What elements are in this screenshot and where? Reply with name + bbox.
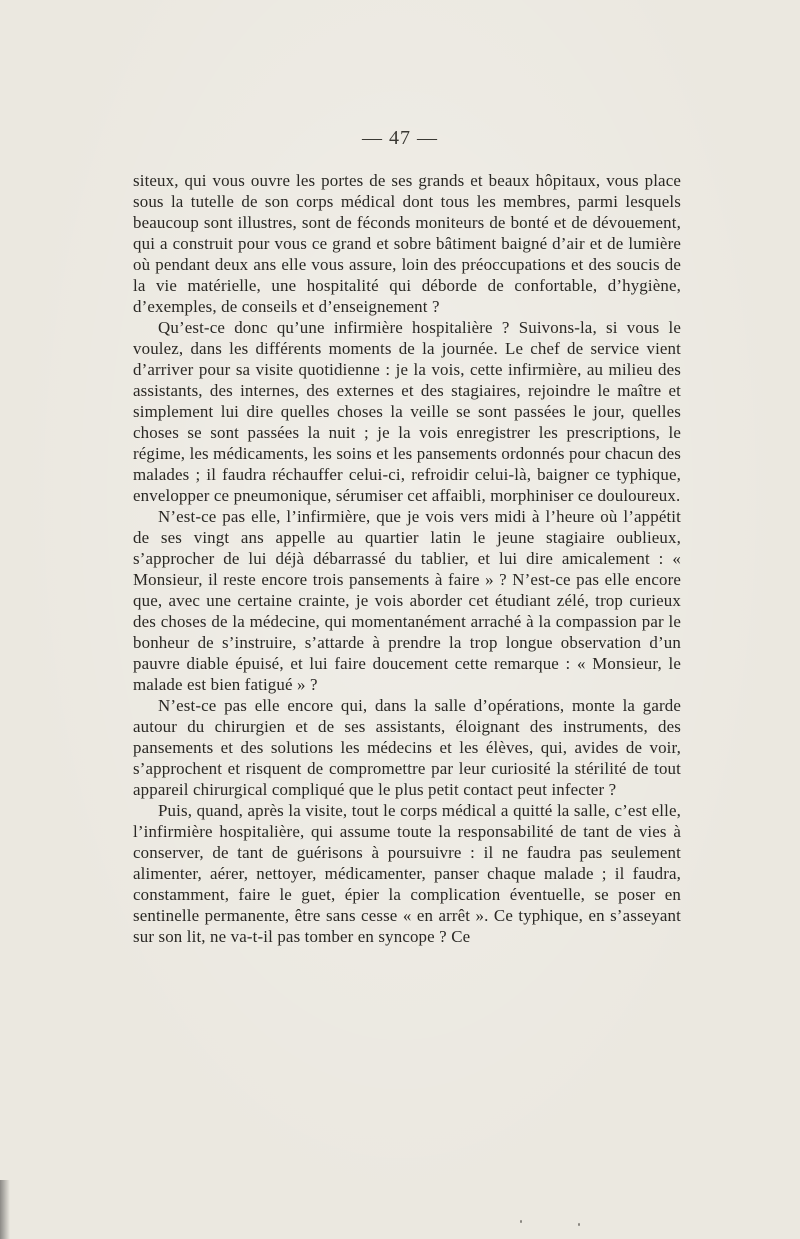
- paragraph-4: N’est-ce pas elle encore qui, dans la salle d’opérations, monte la garde autour du chirurgien et de ses assistants, éloignant des instruments, des pansements et des solutions les médecins et les élèves, qui, avides de voir, s’approchent et risquent de compromettre par leur curiosité la stérilité de tout appareil chirurgical compliqué que le plus petit contact peut infecter ?: [133, 696, 681, 799]
- page-number: — 47 —: [362, 127, 438, 149]
- body-text: [133, 170, 681, 947]
- page-edge-shadow: [0, 1180, 10, 1239]
- paragraph-2: Qu’est-ce donc qu’une infirmière hospitalière ? Suivons-la, si vous le voulez, dans les différents moments de la journée. Le chef de service vient d’arriver pour sa visite quotidienne : je la vois, cette infirmière, au milieu des assistants, des internes, des externes et des stagiaires, rejoindre le maître et simplement lui dire quelles choses la veille se sont passées le jour, quelles choses se sont passées la nuit ; je la vois enregistrer les prescriptions, le régime, les médicaments, les soins et les pansements ordonnés pour chacun des malades ; il faudra réchauffer celui-ci, refroidir celui-là, baigner ce typhique, envelopper ce pneumonique, sérumiser cet affaibli, morphiniser ce douloureux.: [133, 318, 681, 505]
- paragraph-5: Puis, quand, après la visite, tout le corps médical a quitté la salle, c’est elle, l’infirmière hospitalière, qui assume toute la responsabilité de tant de vies à conserver, de tant de guérisons à poursuivre : il ne faudra pas seulement alimenter, aérer, nettoyer, médicamenter, panser chaque malade ; il faudra, constamment, faire le guet, épier la complication éventuelle, se poser en sentinelle permanente, être sans cesse « en arrêt ». Ce typhique, en s’asseyant sur son lit, ne va-t-il pas tomber en syncope ? Ce: [133, 801, 681, 946]
- paper-speck: [578, 1223, 580, 1226]
- paper-specks: [515, 1218, 585, 1239]
- paragraph-1: siteux, qui vous ouvre les portes de ses grands et beaux hôpitaux, vous place sous la tutelle de son corps médical dont tous les membres, parmi lesquels beaucoup sont illustres, sont de féconds moniteurs de bonté et de dévouement, qui a construit pour vous ce grand et sobre bâtiment baigné d’air et de lumière où pendant deux ans elle vous assure, loin des préoccupations et des soucis de la vie matérielle, une hospitalité qui déborde de confortable, d’hygiène, d’exemples, de conseils et d’enseignement ?: [133, 171, 681, 316]
- paragraph-3: N’est-ce pas elle, l’infirmière, que je vois vers midi à l’heure où l’appétit de ses vingt ans appelle au quartier latin le jeune stagiaire oublieux, s’approcher de lui déjà débarrassé du tablier, et lui dire amicalement : « Monsieur, il reste encore trois pansements à faire » ? N’est-ce pas elle encore que, avec une certaine crainte, je vois aborder cet étudiant zélé, trop curieux des choses de la médecine, qui momentanément arraché à la compassion par le bonheur de s’instruire, s’attarde à prendre la trop longue observation d’un pauvre diable épuisé, et lui faire doucement cette remarque : « Monsieur, le malade est bien fatigué » ?: [133, 507, 681, 694]
- paper-speck: [520, 1220, 522, 1223]
